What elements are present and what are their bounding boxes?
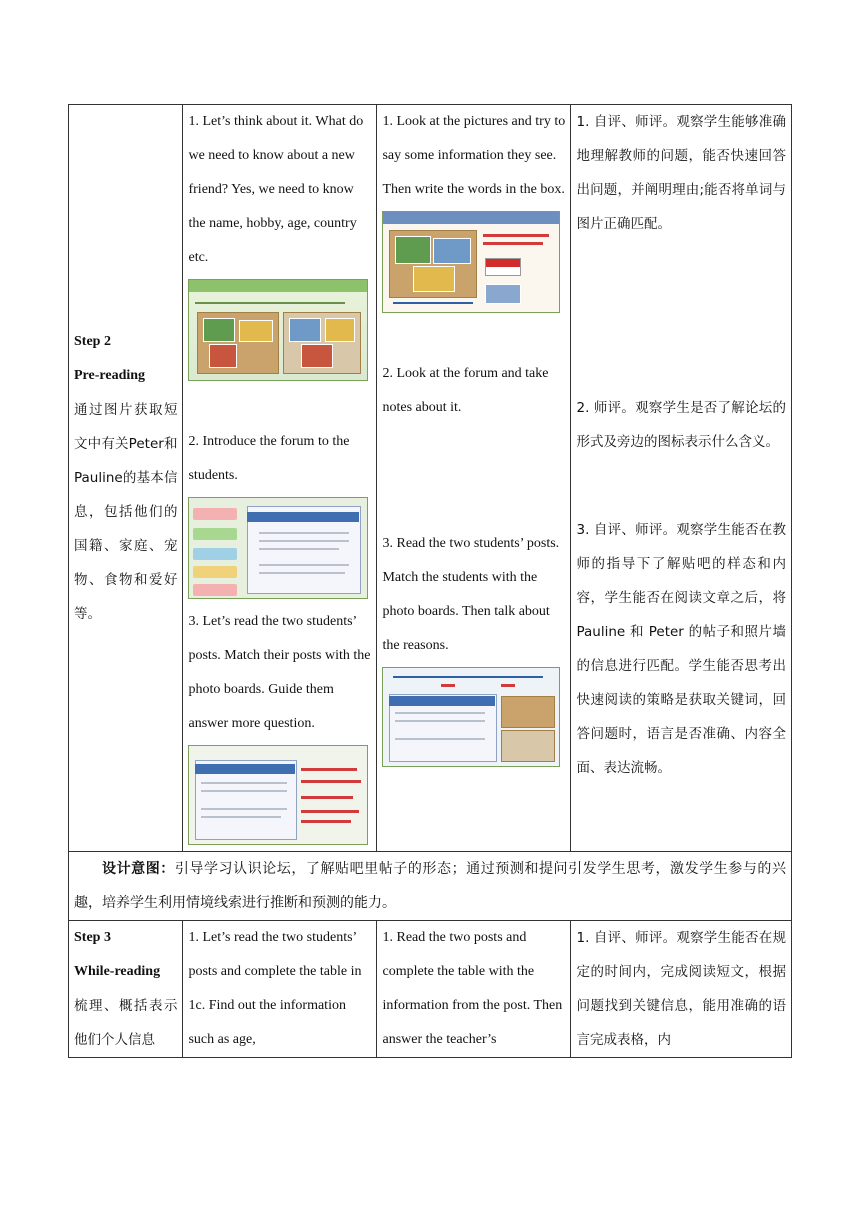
lesson-plan-page bbox=[68, 104, 792, 1058]
step2-student-item-2: 2. Look at the forum and take notes about it. bbox=[382, 366, 549, 415]
step3-eval-item-1: 1. 自评、师评。观察学生能否在规定的时间内，完成阅读短文，根据问题找到关键信息，能用准确的语言完成表格，内 bbox=[576, 930, 786, 1048]
step2-teacher-cell bbox=[183, 105, 377, 852]
step2-eval-item-3: 3. 自评、师评。观察学生能否在教师的指导下了解贴吧的样态和内容，学生能否在阅读文章之后，将 Pauline 和 Peter 的帖子和照片墙的信息进行匹配。学生能否思考出快速阅读的策略是获取关键词，回答问题时，语言是否准确、内容全面、表达流畅。 bbox=[576, 522, 786, 776]
textbook-image-match-photo-boards bbox=[382, 667, 560, 767]
design-intent-text: 引导学习认识论坛，了解贴吧里帖子的形态；通过预测和提问引发学生思考，激发学生参与的兴趣，培养学生利用情境线索进行推断和预测的能力。 bbox=[74, 861, 786, 911]
step2-evaluation-cell bbox=[571, 105, 792, 852]
textbook-image-singapore bbox=[382, 211, 560, 313]
step2-row bbox=[69, 105, 792, 852]
textbook-image-forum-intro bbox=[188, 497, 368, 599]
step2-student-cell bbox=[377, 105, 571, 852]
step2-student-item-3: 3. Read the two students’ posts. Match the students with the photo boards. Then talk about the reasons. bbox=[382, 536, 560, 653]
step3-subtitle: While-reading bbox=[74, 964, 161, 979]
step3-teacher-item-1: 1. Let’s read the two students’ posts and complete the table in 1c. Find out the information such as age, bbox=[188, 930, 362, 1047]
step3-student-cell bbox=[377, 921, 571, 1058]
step3-stage-cell bbox=[69, 921, 183, 1058]
step2-teacher-item-2: 2. Introduce the forum to the students. bbox=[188, 434, 350, 483]
design-intent-row bbox=[69, 852, 792, 921]
step2-subtitle: Pre-reading bbox=[74, 368, 146, 383]
step2-title: Step 2 bbox=[74, 334, 111, 349]
step2-eval-item-2: 2. 师评。观察学生是否了解论坛的形式及旁边的图标表示什么含义。 bbox=[576, 400, 786, 450]
step2-teacher-item-3: 3. Let’s read the two students’ posts. Match their posts with the photo boards. Guide them answer more question. bbox=[188, 614, 371, 731]
step3-student-item-1: 1. Read the two posts and complete the table with the information from the post. Then answer the teacher’s bbox=[382, 930, 563, 1047]
step3-row bbox=[69, 921, 792, 1058]
design-intent-cell bbox=[69, 852, 792, 921]
lesson-plan-table bbox=[68, 104, 792, 1058]
step2-eval-item-1: 1. 自评、师评。观察学生能够准确地理解教师的问题，能否快速回答出问题，并阐明理由;能否将单词与图片正确匹配。 bbox=[576, 114, 786, 232]
step3-description: 梳理、概括表示他们个人信息 bbox=[74, 998, 178, 1048]
textbook-image-read-and-learn bbox=[188, 745, 368, 845]
textbook-image-photo-boards bbox=[188, 279, 368, 381]
step2-description: 通过图片获取短文中有关Peter和Pauline的基本信息，包括他们的国籍、家庭、宠物、食物和爱好等。 bbox=[74, 402, 178, 622]
step2-student-item-1: 1. Look at the pictures and try to say some information they see. Then write the words in the box. bbox=[382, 114, 566, 197]
design-intent-label: 设计意图： bbox=[102, 861, 175, 877]
step2-teacher-item-1: 1. Let’s think about it. What do we need to know about a new friend? Yes, we need to know the name, hobby, age, country etc. bbox=[188, 114, 364, 265]
step3-title: Step 3 bbox=[74, 930, 111, 945]
step3-evaluation-cell bbox=[571, 921, 792, 1058]
step2-stage-cell bbox=[69, 105, 183, 852]
step3-teacher-cell bbox=[183, 921, 377, 1058]
